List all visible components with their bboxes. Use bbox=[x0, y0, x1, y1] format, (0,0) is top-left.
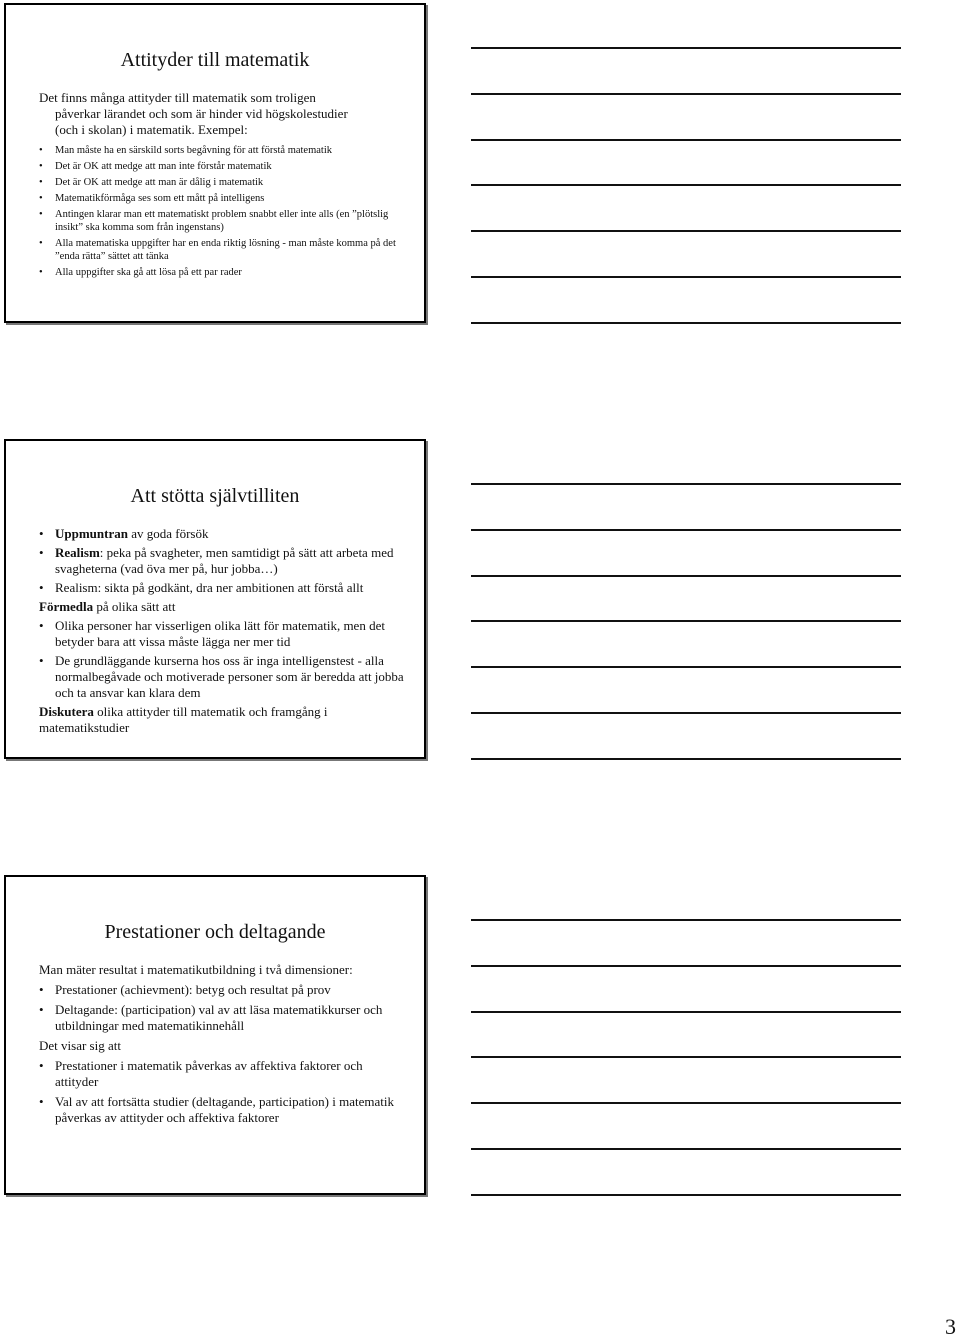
slide-content bbox=[39, 962, 404, 1126]
slide-title: Attityder till matematik bbox=[120, 49, 310, 71]
bold-term: Förmedla bbox=[39, 599, 94, 614]
paragraph: Man mäter resultat i matematikutbildning i två dimensioner: bbox=[39, 962, 353, 977]
bullet-item: • Man måste ha en särskild sorts begåvning för att förstå matematik bbox=[39, 144, 399, 157]
paragraph-text: på olika sätt att bbox=[93, 599, 176, 614]
bold-term: Uppmuntran bbox=[55, 526, 128, 541]
bullet-item: • Alla matematiska uppgifter har en enda riktig lösning - man måste komma på det ”enda rätta” sättet att tänka bbox=[39, 237, 399, 263]
bullet-list bbox=[39, 144, 399, 279]
bold-term: Realism bbox=[55, 545, 100, 560]
intro-line: (och i skolan) i matematik. Exempel: bbox=[55, 122, 248, 137]
bullet-text: : peka på svagheter, men samtidigt på sätt att arbeta med svagheterna (vad öva mer på, hur jobba…) bbox=[55, 545, 394, 576]
note-line bbox=[471, 758, 901, 760]
intro-line: Det finns många attityder till matematik som troligen bbox=[39, 90, 316, 105]
bullet-item: • Val av att fortsätta studier (deltagande, participation) i matematik påverkas av attityder och affektiva faktorer bbox=[39, 1094, 404, 1126]
intro-line: påverkar lärandet och som är hinder vid högskolestudier bbox=[55, 106, 348, 121]
bullet-item: • Matematikförmåga ses som ett mått på intelligens bbox=[39, 192, 399, 205]
note-line bbox=[471, 276, 901, 278]
paragraph: Det visar sig att bbox=[39, 1038, 121, 1053]
note-line bbox=[471, 919, 901, 921]
note-line bbox=[471, 184, 901, 186]
bullet-item bbox=[39, 526, 404, 542]
page-number: 3 bbox=[945, 1314, 956, 1339]
note-line bbox=[471, 93, 901, 95]
bullet-list bbox=[39, 1058, 404, 1126]
bullet-item: • Prestationer i matematik påverkas av affektiva faktorer och attityder bbox=[39, 1058, 404, 1090]
slide-title: Att stötta självtilliten bbox=[130, 485, 300, 507]
bullet-item: • Deltagande: (participation) val av att läsa matematikkurser och utbildningar med matematikinnehåll bbox=[39, 1002, 404, 1034]
bullet-item: • Det är OK att medge att man är dålig i matematik bbox=[39, 176, 399, 189]
note-line bbox=[471, 1102, 901, 1104]
bullet-item: • Alla uppgifter ska gå att lösa på ett par rader bbox=[39, 266, 399, 279]
note-line bbox=[471, 47, 901, 49]
note-line bbox=[471, 529, 901, 531]
note-line bbox=[471, 575, 901, 577]
paragraph bbox=[39, 599, 404, 615]
note-line bbox=[471, 965, 901, 967]
slide-2 bbox=[4, 439, 426, 759]
note-line bbox=[471, 1056, 901, 1058]
note-line bbox=[471, 230, 901, 232]
slide-title: Prestationer och deltagande bbox=[104, 921, 326, 943]
bullet-item: • Olika personer har visserligen olika lätt för matematik, men det betyder bara att vissa måste lägga ner mer tid bbox=[39, 618, 404, 650]
paragraph bbox=[39, 704, 404, 736]
slide-intro bbox=[39, 90, 399, 138]
bullet-text: av goda försök bbox=[127, 526, 209, 541]
bullet-item: • Realism: sikta på godkänt, dra ner ambitionen att förstå allt bbox=[39, 580, 404, 596]
slide-content bbox=[39, 526, 404, 736]
bullet-list bbox=[39, 618, 404, 701]
slide-3 bbox=[4, 875, 426, 1195]
bullet-item bbox=[39, 545, 404, 577]
note-line bbox=[471, 712, 901, 714]
note-line bbox=[471, 139, 901, 141]
bullet-item: • Prestationer (achievment): betyg och resultat på prov bbox=[39, 982, 404, 998]
bullet-item: • Antingen klarar man ett matematiskt problem snabbt eller inte alls (en ”plötslig insikt” ska komma som från ingenstans) bbox=[39, 208, 399, 234]
bold-term: Diskutera bbox=[39, 704, 94, 719]
note-line bbox=[471, 620, 901, 622]
note-line bbox=[471, 1148, 901, 1150]
note-line bbox=[471, 322, 901, 324]
slide-1 bbox=[4, 3, 426, 323]
bullet-list bbox=[39, 526, 404, 596]
bullet-item: • De grundläggande kurserna hos oss är inga intelligenstest - alla normalbegåvade och motiverade personer som är beredda att jobba och ta ansvar kan klara dem bbox=[39, 653, 404, 701]
note-line bbox=[471, 483, 901, 485]
note-line bbox=[471, 1194, 901, 1196]
note-line bbox=[471, 1011, 901, 1013]
bullet-item: • Det är OK att medge att man inte förstår matematik bbox=[39, 160, 399, 173]
paragraph-text: olika attityder till matematik och framgång i matematikstudier bbox=[39, 704, 328, 735]
bullet-list bbox=[39, 982, 404, 1034]
note-line bbox=[471, 666, 901, 668]
